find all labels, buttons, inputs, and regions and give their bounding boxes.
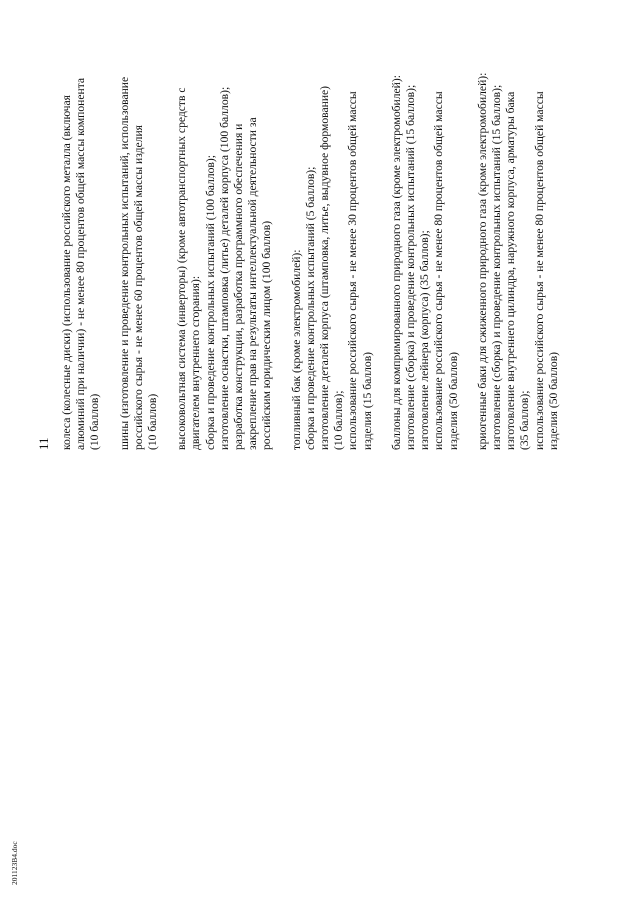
- paragraph-line: криогенные баки для сжиженного природного газа (кроме электромобилей):: [475, 72, 489, 450]
- paragraph-line: изделия (50 баллов): [546, 351, 560, 450]
- paragraph-line: изготовление внутреннего цилиндра, наружного корпуса, арматуры бака: [504, 91, 518, 450]
- paragraph-line: российского сырья - не менее 60 процентов общей массы изделия: [131, 125, 145, 450]
- paragraph-line: закрепление прав на результаты интеллектуальной деятельности за: [246, 117, 260, 450]
- paragraph-line: сборка и проведение контрольных испытаний (100 баллов);: [203, 155, 217, 450]
- paragraph-line: изготовление деталей корпуса (штамповка, литье, выдувное формование): [318, 85, 332, 450]
- page-number: 11: [36, 437, 51, 450]
- paragraph-line: (10 баллов): [88, 393, 102, 450]
- paragraph-line: (10 баллов): [146, 393, 160, 450]
- paragraph-line: изготовление оснастки, штамповка (литье) деталей корпуса (100 баллов);: [217, 86, 231, 450]
- paragraph-line: алюминий при наличии) - не менее 80 процентов общей массы компонента: [74, 77, 88, 450]
- paragraph: [118, 10, 161, 450]
- paragraph-line: сборка и проведение контрольных испытаний (5 баллов);: [303, 166, 317, 450]
- document-body: [60, 10, 576, 450]
- paragraph-line: использование российского сырья - не менее 30 процентов общей массы: [346, 91, 360, 450]
- paragraph-line: топливный бак (кроме электромобилей):: [289, 249, 303, 450]
- paragraph-line: разработка конструкции, разработка программного обеспечения и: [232, 123, 246, 450]
- paragraph-line: использование российского сырья - не менее 80 процентов общей массы: [532, 91, 546, 450]
- paragraph: [290, 10, 375, 450]
- paragraph-line: двигателем внутреннего сгорания):: [189, 275, 203, 450]
- paragraph-line: изделия (15 баллов): [360, 351, 374, 450]
- footer-filename: 201123B4.doc: [10, 841, 19, 885]
- paragraph-line: высоковольтная система (инверторы) (кроме автотранспортных средств с: [175, 87, 189, 450]
- paragraph-line: российским юридическим лицом (100 баллов): [260, 220, 274, 450]
- paragraph-line: использование российского сырья - не менее 80 процентов общей массы: [432, 91, 446, 450]
- paragraph-line: (35 баллов);: [518, 390, 532, 450]
- paragraph-line: изделия (50 баллов): [446, 351, 460, 450]
- paragraph: [390, 10, 461, 450]
- paragraph-line: изготовление (сборка) и проведение контрольных испытаний (15 баллов);: [404, 84, 418, 450]
- paragraph-line: изготовление лейнера (корпуса) (35 баллов);: [418, 230, 432, 450]
- paragraph-line: изготовление (сборка) и проведение контрольных испытаний (15 баллов);: [490, 84, 504, 450]
- paragraph-line: баллоны для компримированного природного газа (кроме электромобилей):: [389, 75, 403, 450]
- paragraph-line: колеса (колесные диски) (использование российского металла (включая: [60, 95, 73, 450]
- paragraph: [60, 10, 103, 450]
- paragraph-line: (10 баллов);: [332, 390, 346, 450]
- paragraph: [175, 10, 274, 450]
- paragraph-line: шины (изготовление и проведение контрольных испытаний, использование: [117, 76, 131, 450]
- paragraph: [476, 10, 561, 450]
